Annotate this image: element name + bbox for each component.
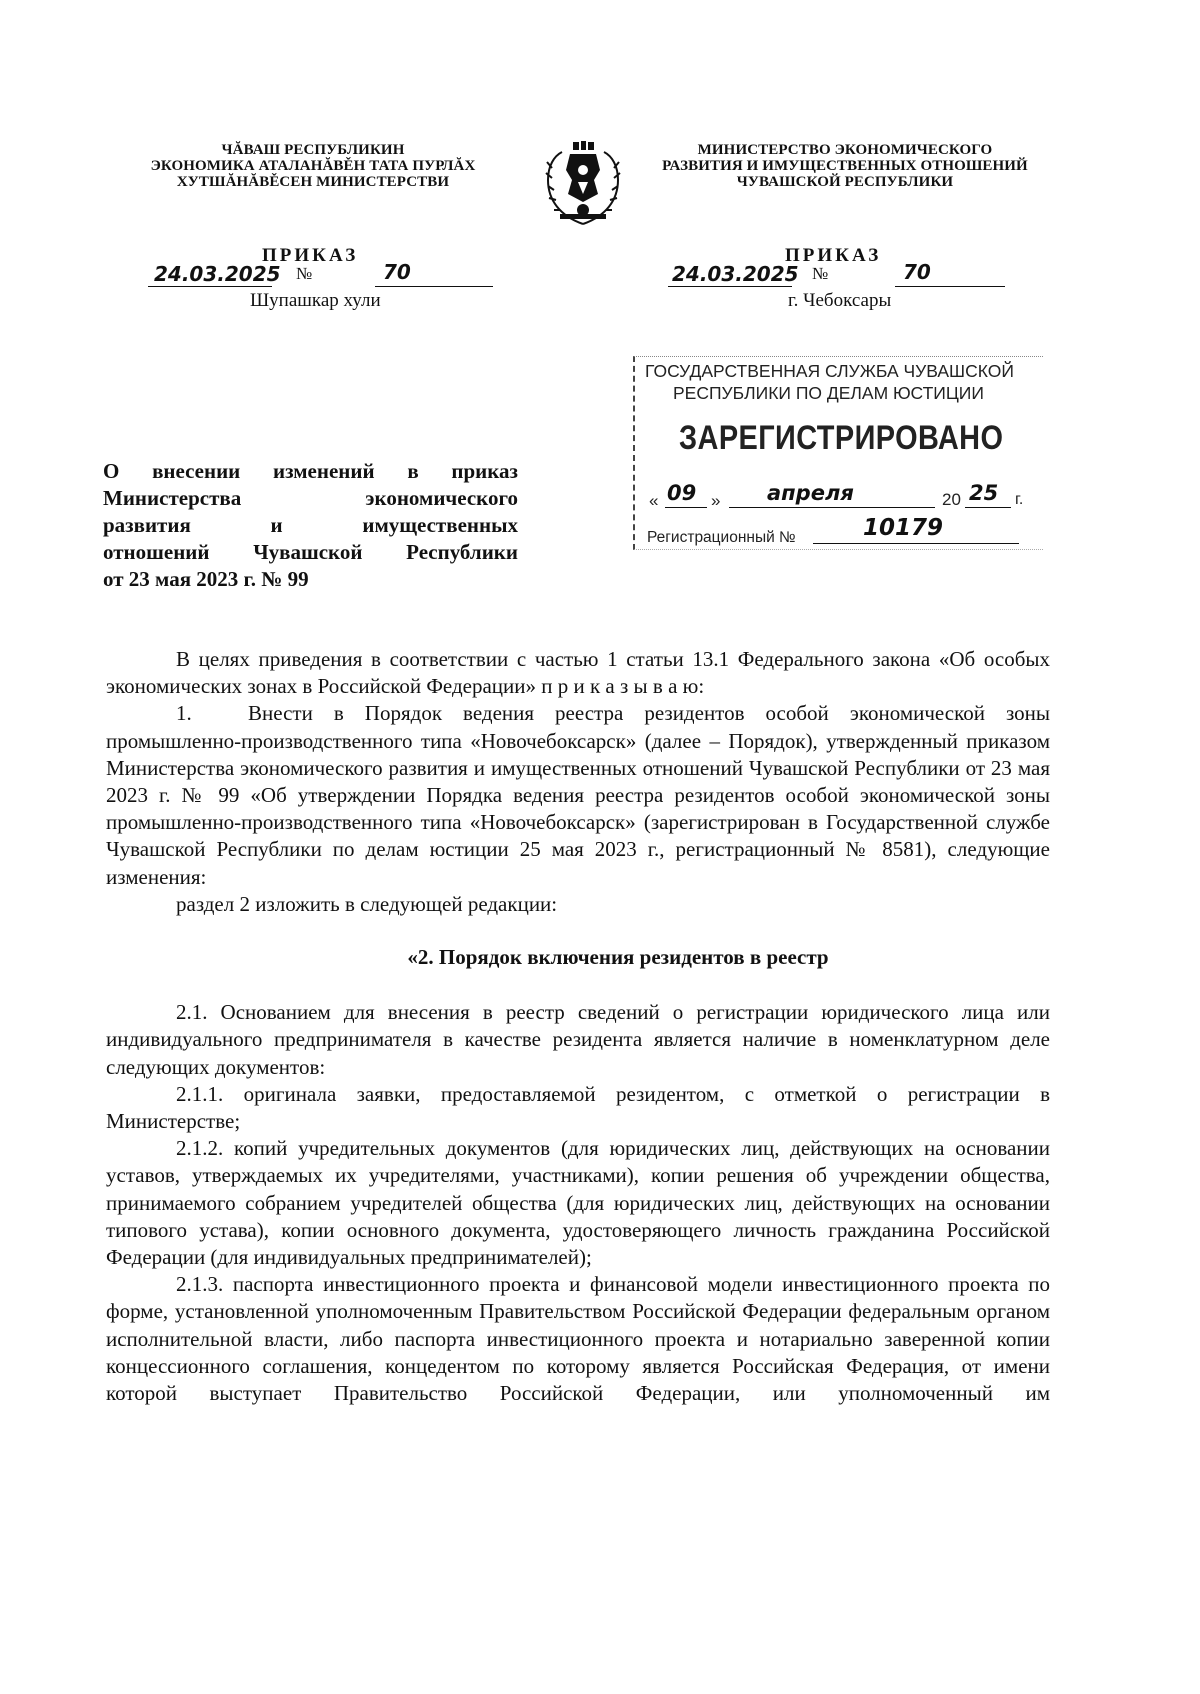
header-left-line-3: ХУТШĂНĂВĚСЕН МИНИСТЕРСТВИ [176, 174, 450, 190]
stamp-reg-label: Регистрационный № [647, 529, 796, 546]
stamp-year-prefix: 20 [942, 490, 961, 509]
paragraph-2-1-1: 2.1.1. оригинала заявки, предоставляемой резидентом, с отметкой о регистрации в Министерстве; [106, 1081, 1050, 1134]
stamp-year-unit: г. [1015, 491, 1024, 508]
title-line-4: отношений Чувашской Республики [103, 540, 518, 564]
right-date-line [668, 262, 799, 287]
header-right-line-2: РАЗВИТИЯ И ИМУЩЕСТВЕННЫХ ОТНОШЕНИЙ [662, 158, 1028, 174]
section-line: раздел 2 изложить в следующей редакции: [176, 891, 558, 916]
title-line-1: О внесении изменений в приказ [103, 459, 518, 483]
title-line-3: развития и имущественных [103, 513, 518, 537]
stamp-reg-line [813, 515, 1019, 544]
stamp-line-1: ГОСУДАРСТВЕННАЯ СЛУЖБА ЧУВАШСКОЙ [645, 361, 1014, 381]
title-line-2: Министерства экономического [103, 486, 518, 510]
stamp-status: ЗАРЕГИСТРИРОВАНО [679, 419, 1004, 457]
stamp-quote-close: » [711, 491, 721, 510]
section-title: «2. Порядок включения резидентов в реестр [407, 945, 829, 970]
stamp-year-line [965, 481, 1011, 508]
stamp-reg-number: 10179 [863, 515, 944, 541]
paragraph-2-1-3: 2.1.3. паспорта инвестиционного проекта и финансовой модели инвестиционного проекта по форме, установленной уполномоченным Правительством Российской Федерации федеральным органом исполнительной власти, либо паспорта инвестиционного проекта и нотариально заверенной копии концессионного соглашения, концедентом по которому является Российская Федерация, от имени которой выступает Правительство Российской Федерации, или уполномоченный им [106, 1272, 1050, 1406]
stamp-day: 09 [667, 481, 697, 505]
header-right-line-3: ЧУВАШСКОЙ РЕСПУБЛИКИ [736, 174, 954, 190]
header-left-line-1: ЧĂВАШ РЕСПУБЛИКИН [221, 142, 405, 158]
right-doc-type: ПРИКАЗ [785, 245, 882, 266]
right-number-line [895, 262, 1005, 287]
item-1-text: Внести в Порядок ведения реестра резидентов особой экономической зоны промышленно-производственного типа «Новочебоксарск» (далее – Порядок), утвержденный приказом Министерства экономического развития и имущественных отношений Чувашской Республики от 23 мая 2023 г. № 99 «Об утверждении Порядка ведения реестра резидентов особой экономической зоны промышленно-производственного типа «Новочебоксарск» (зарегистрирован в Государственной службе Чувашской Республики по делам юстиции 25 мая 2023 г., регистрационный № 8581), следующие изменения: [106, 701, 1050, 889]
left-number-label: № [296, 264, 313, 283]
left-number-line [375, 262, 493, 287]
right-place: г. Чебоксары [788, 290, 892, 311]
stamp-day-line [665, 481, 707, 508]
stamp-year-suffix: 25 [969, 481, 999, 505]
document-title [103, 458, 518, 593]
title-line-5: от 23 мая 2023 г. № 99 [103, 567, 309, 591]
right-date-handwritten: 24.03.2025 [672, 262, 799, 286]
header-left [128, 142, 498, 190]
item-1-paragraph [106, 700, 1050, 890]
intro-paragraph: В целях приведения в соответствии с частью 1 статьи 13.1 Федерального закона «Об особых экономических зонах в Российской Федерации» п р и к а з ы в а ю: [106, 647, 1050, 699]
left-number-handwritten: 70 [383, 260, 411, 284]
stamp-line-2: РЕСПУБЛИКИ ПО ДЕЛАМ ЮСТИЦИИ [673, 383, 984, 403]
stamp-month: апреля [767, 481, 854, 505]
header-left-line-2: ЭКОНОМИКА АТАЛАНĂВĚН ТАТА ПУРЛĂХ [150, 158, 476, 174]
stamp-month-line [729, 481, 935, 508]
left-date-handwritten: 24.03.2025 [154, 262, 281, 286]
stamp-quote-open: « [649, 491, 659, 510]
right-number-handwritten: 70 [903, 260, 931, 284]
document-body [106, 646, 1050, 1407]
left-doc-type: ПРИКАЗ [262, 245, 359, 266]
chuvash-emblem-icon [540, 140, 626, 228]
header-right [650, 142, 1040, 190]
header-right-line-1: МИНИСТЕРСТВО ЭКОНОМИЧЕСКОГО [697, 142, 993, 158]
paragraph-2-1-2: 2.1.2. копий учредительных документов (для юридических лиц, действующих на основании уставов, утверждаемых их учредителями, участниками), копии решения об учреждении общества, принимаемого собранием учредителей общества (для юридических лиц, действующих на основании типового устава), копии основного документа, удостоверяющего личность гражданина Российской Федерации (для индивидуальных предпринимателей); [106, 1136, 1050, 1270]
registration-stamp [633, 356, 1043, 550]
item-1-number: 1. [176, 701, 192, 726]
paragraph-2-1: 2.1. Основанием для внесения в реестр сведений о регистрации юридического лица или индивидуального предпринимателя в качестве резидента является наличие в номенклатурном деле следующих документов: [106, 1000, 1050, 1079]
left-place: Шупашкар хули [250, 290, 381, 311]
right-number-label: № [812, 264, 829, 283]
left-date-line [148, 262, 281, 287]
